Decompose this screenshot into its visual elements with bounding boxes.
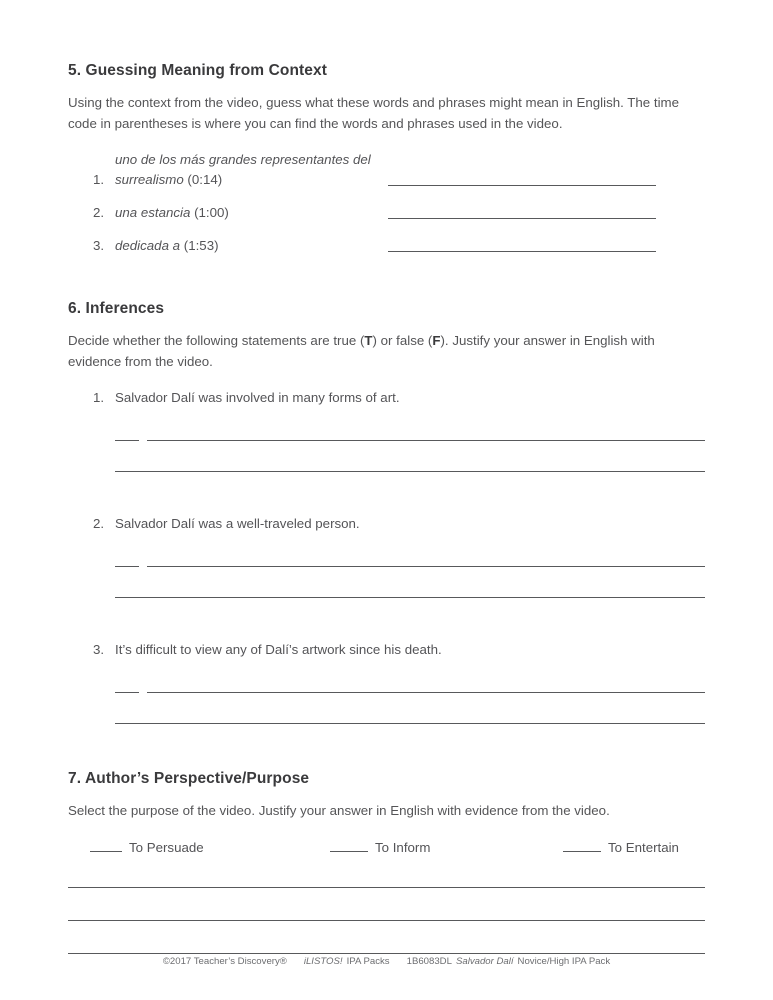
answer-row — [115, 692, 705, 693]
instructions-text: ) or false ( — [372, 332, 433, 348]
vocab-item — [93, 236, 705, 256]
justification-line — [68, 920, 705, 921]
vocab-phrase — [115, 236, 388, 256]
evidence-blank — [147, 566, 705, 567]
inference-list — [68, 388, 705, 724]
footer-product — [407, 956, 611, 967]
true-letter: T — [364, 332, 373, 348]
section5-instructions: Using the context from the video, guess what these words and phrases might mean in English. The time code in parentheses is where you can find the words and phrases used in the video. — [68, 95, 679, 131]
answer-blank — [388, 218, 656, 219]
checkmark-blank — [563, 851, 601, 852]
inference-item — [68, 640, 705, 724]
evidence-blank — [147, 440, 705, 441]
footer-series-name: iLISTOS! — [303, 956, 343, 967]
footer-copyright: ©2017 Teacher’s Discovery® — [162, 956, 287, 967]
spanish-phrase: uno de los más grandes representantes del surrealismo — [115, 152, 371, 188]
true-false-blank — [115, 440, 139, 441]
section7-instructions: Select the purpose of the video. Justify your answer in English with evidence from the video. — [68, 803, 610, 818]
vocab-item — [93, 150, 705, 190]
instructions-text: ). Justify your answer in English with evidence from the video. — [68, 332, 655, 369]
true-false-blank — [115, 566, 139, 567]
statement-text: Salvador Dalí was involved in many forms of art. — [115, 390, 400, 406]
statement-text: Salvador Dalí was a well-traveled person. — [115, 516, 360, 532]
time-code: (1:53) — [183, 238, 219, 254]
answer-blank — [388, 251, 656, 252]
section-guessing-meaning — [68, 62, 705, 256]
option-label: To Entertain — [608, 839, 679, 855]
section5-title: 5. Guessing Meaning from Context — [68, 62, 327, 79]
instructions-text: Decide whether the following statements are true ( — [68, 332, 365, 348]
vocab-list — [68, 150, 705, 256]
vocab-phrase — [115, 203, 388, 223]
time-code: (1:00) — [194, 205, 229, 221]
footer-series — [304, 956, 390, 967]
true-false-blank — [115, 692, 139, 693]
footer-product-code: 1B6083DL — [406, 956, 452, 967]
item-number: 3. — [93, 642, 105, 658]
option-label: To Persuade — [129, 839, 204, 855]
evidence-line — [115, 597, 705, 598]
justification-line — [68, 953, 705, 954]
false-letter: F — [432, 332, 441, 348]
statement-text: It’s difficult to view any of Dalí’s artwork since his death. — [115, 642, 442, 658]
section-author-purpose — [68, 770, 705, 954]
statement-row — [93, 640, 705, 660]
evidence-blank — [147, 692, 705, 693]
item-number: 2. — [93, 205, 105, 221]
item-number: 1. — [93, 172, 105, 188]
footer-product-rest: Novice/High IPA Pack — [517, 956, 611, 967]
evidence-line — [115, 471, 705, 472]
inference-item — [68, 514, 705, 598]
option-inform — [330, 840, 563, 855]
section6-instructions — [68, 331, 705, 372]
inference-item — [68, 388, 705, 472]
answer-blank — [388, 185, 656, 186]
footer-product-title: Salvador Dalí — [455, 956, 514, 967]
section7-title: 7. Author’s Perspective/Purpose — [68, 770, 310, 787]
vocab-phrase — [115, 150, 388, 190]
checkmark-blank — [90, 851, 122, 852]
answer-row — [115, 566, 705, 567]
spanish-phrase: dedicada a — [115, 238, 181, 254]
purpose-options — [68, 840, 705, 855]
footer — [0, 956, 773, 967]
statement-row — [93, 388, 705, 408]
item-number: 1. — [93, 390, 105, 406]
vocab-item — [93, 203, 705, 223]
section6-title: 6. Inferences — [68, 299, 165, 317]
time-code: (0:14) — [187, 172, 223, 188]
item-number: 3. — [93, 238, 105, 254]
evidence-line — [115, 723, 705, 724]
option-label: To Inform — [375, 839, 431, 855]
checkmark-blank — [330, 851, 368, 852]
option-persuade — [90, 840, 330, 855]
option-entertain — [563, 840, 679, 855]
answer-row — [115, 440, 705, 441]
statement-row — [93, 514, 705, 534]
justification-line — [68, 887, 705, 888]
spanish-phrase: una estancia — [115, 205, 191, 221]
item-number: 2. — [93, 516, 105, 532]
footer-series-rest: IPA Packs — [346, 956, 390, 967]
section-inferences — [68, 300, 705, 724]
